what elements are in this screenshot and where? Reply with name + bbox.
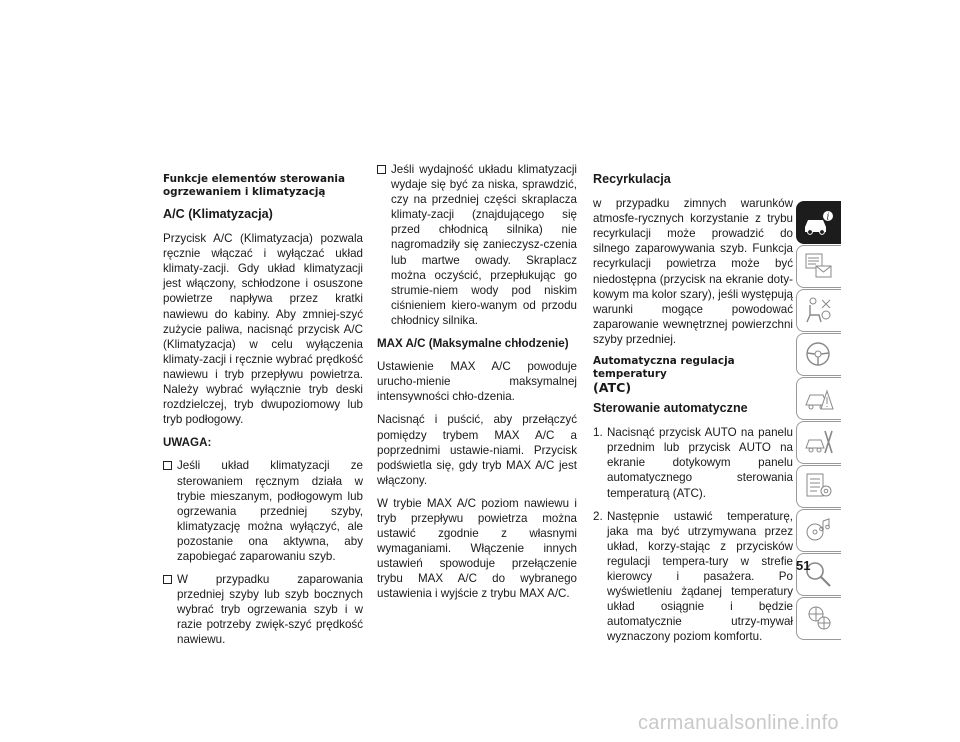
section-title [163,173,363,199]
column-right [593,172,793,652]
note-label: UWAGA: [163,436,212,450]
service-tools-icon [803,427,835,457]
section-title-line-2: ogrzewaniem i klimatyzacją [163,186,326,198]
max-ac-heading: MAX A/C (Maksymalne chłodzenie) [377,337,569,351]
ac-heading: A/C (Klimatyzacja) [163,207,273,221]
recirculation-heading: Recyrkulacja [593,172,671,186]
note-bullet-2 [163,572,363,647]
max-ac-paragraph-2: Nacisnąć i puścić, aby przełączyć pomiędzy trybem MAX A/C a poprzednimi ustawie-niami. Przycisk podświetla się, gdy tryb MAX A/C jest włączony. [377,413,577,487]
steering-wheel-icon [803,339,835,369]
condenser-bullet [377,162,577,328]
emergency-icon [803,383,835,413]
tab-messages[interactable] [796,245,841,288]
recirculation-paragraph: w przypadku zimnych warunków atmosfe-rycznych korzystanie z trybu recyrkulacji może prowadzić do silnego zaparowywania szyb. Funkcja recyrkulacji powietrza może być niedostępna (przycisk na ekranie doty-kowym ma kolor szary), jeśli występują warunki mogące powodować zaparowanie wewnętrznej powierzchni szyby przedniej. [593,197,793,346]
tab-languages[interactable] [796,597,841,640]
tab-vehicle-info[interactable] [796,201,841,244]
checkbox-bullet-icon [163,575,172,584]
step-1 [593,425,793,500]
seat-safety-icon [803,295,835,325]
multimedia-icon [803,515,835,545]
column-left [163,173,363,656]
step-number: 1. [593,426,603,440]
atc-title-line-1: Automatyczna regulacja temperatury [593,355,735,381]
checkbox-bullet-icon [163,461,172,470]
tab-driving[interactable] [796,333,841,376]
automatic-control-heading: Sterowanie automatyczne [593,401,748,416]
column-middle [377,162,577,610]
max-ac-paragraph-1: Ustawienie MAX A/C powoduje urucho-mienie maksymalnej intensywności chło-dzenia. [377,360,577,404]
tab-emergency[interactable] [796,377,841,420]
car-info-icon [803,207,835,237]
page-number: 51 [796,558,811,573]
messages-icon [803,251,835,281]
bullet-text: Jeśli wydajność układu klimatyzacji wydaje się być za niska, sprawdzić, czy na przedniej części skraplacza klimaty-zacji (znajdującego się przed chłodnicą silnika) nie nagromadziły się zanieczysz-czenia lub martwe owady. Skraplacz można oczyścić, przepłukując go strumie-niem wody pod niskim ciśnieniem kiero-wanym od przodu chłodnicy silnika. [391,163,577,327]
tab-specifications[interactable] [796,465,841,508]
tab-safety[interactable] [796,289,841,332]
section-title-line-1: Funkcje elementów sterowania [163,173,345,185]
chapter-tabs [796,201,842,641]
watermark: carmanualsonline.info [638,712,839,734]
step-2 [593,509,793,645]
bullet-text: W przypadku zaparowania przedniej szyby lub szyb bocznych wybrać tryb ogrzewania szyb i w razie potrzeby zwięk-szyć prędkość nawiewu. [177,573,363,647]
specifications-icon [803,471,835,501]
atc-title-line-2: (ATC) [593,380,632,396]
note-bullet-1 [163,458,363,564]
step-text: Nacisnąć przycisk AUTO na panelu przednim lub przycisk AUTO na ekranie dotykowym panelu automatycznego sterowania temperaturą (ATC). [607,426,793,500]
languages-icon [803,603,835,633]
step-text: Następnie ustawić temperaturę, jaka ma być utrzymywana przez układ, korzy-stając z przycisków regulacji tempera-tury w strefie kierowcy i pasażera. Po wyświetleniu żądanej temperatury układ osiągnie i będzie automatycznie utrzy-mywał wyznaczony poziom komfortu. [607,509,793,644]
bullet-text: Jeśli układ klimatyzacji ze sterowaniem ręcznym działa w trybie mieszanym, podłogowym lub ogrzewania przedniej szyby, klimatyzację można wyłączyć, ale pozostanie ona aktywna, aby zapobiegać zaparowaniu szyb. [177,459,363,563]
tab-multimedia[interactable] [796,509,841,552]
svg-text:i: i [826,212,830,223]
checkbox-bullet-icon [377,165,386,174]
step-number: 2. [593,509,603,523]
ac-paragraph: Przycisk A/C (Klimatyzacja) pozwala ręcznie włączać i wyłączać układ klimaty-zacji. Gdy układ klimatyzacji jest włączony, schłodzone i osuszone powietrze napływa przez kratki nawiewu do kabiny. Aby zmniej-szyć zużycie paliwa, nacisnąć przycisk A/C (Klimatyzacja) w celu wyłączenia klimaty-zacji i ręcznie wybrać prędkość nawiewu i tryb przepływu powietrza. Należy wybrać wyłącznie tryb deski rozdzielczej, tryb dwupoziomowy lub tryb podłogowy. [163,232,363,427]
tab-service[interactable] [796,421,841,464]
atc-section-title [593,355,793,394]
max-ac-paragraph-3: W trybie MAX A/C poziom nawiewu i tryb przepływu powietrza można ustawić zgodnie z własnymi wymaganiami. Włączenie innych ustawień spowoduje przełączenie trybu MAX A/C do wybranego ustawienia i wyjście z trybu MAX A/C. [377,496,577,601]
